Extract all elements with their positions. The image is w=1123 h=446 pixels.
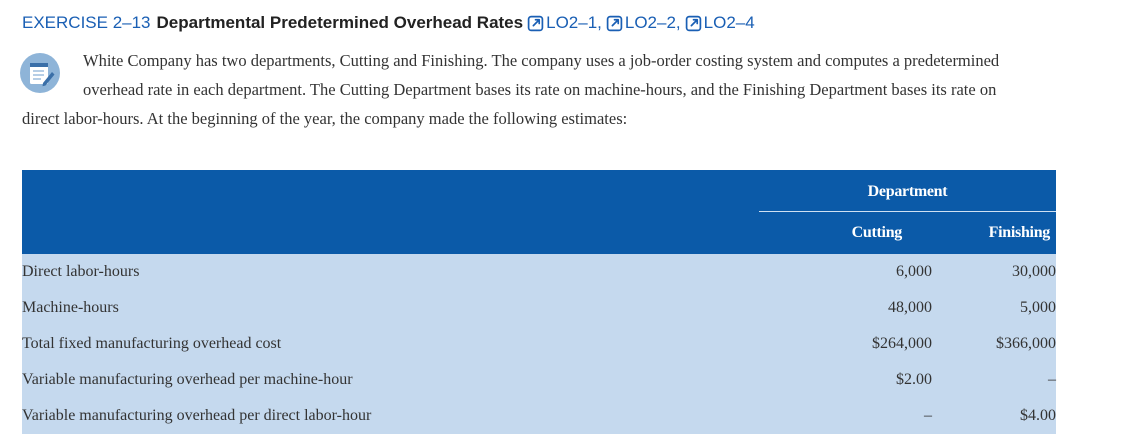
learning-objective-label: LO2–4 [703,13,755,32]
external-link-icon [606,15,623,32]
column-header-finishing: Finishing [932,212,1056,255]
row-label: Variable manufacturing overhead per machine-hour [22,362,759,398]
department-header: Department [759,170,1056,212]
finishing-value: $366,000 [932,326,1056,362]
row-label: Total fixed manufacturing overhead cost [22,326,759,362]
estimates-table [22,170,1056,434]
row-label: Variable manufacturing overhead per direct labor-hour [22,398,759,434]
exercise-number: EXERCISE 2–13 [22,13,151,32]
learning-objective-link-1[interactable] [527,13,602,33]
finishing-value: $4.00 [932,398,1056,434]
cutting-value: 6,000 [759,254,932,290]
row-label: Machine-hours [22,290,759,326]
cutting-value: $2.00 [759,362,932,398]
row-label: Direct labor-hours [22,254,759,290]
external-link-icon [527,15,544,32]
table-row [22,362,1056,398]
cutting-value: 48,000 [759,290,932,326]
table-header-row [22,170,1056,212]
header-blank-cell [22,170,759,254]
learning-objective-label: LO2–2, [624,13,681,32]
finishing-value: 30,000 [932,254,1056,290]
learning-objective-label: LO2–1, [546,13,602,32]
finishing-value: – [932,362,1056,398]
learning-objective-link-2[interactable] [606,13,681,33]
intro-paragraph [22,46,1032,133]
cutting-value: – [759,398,932,434]
exercise-header [22,10,759,36]
table-row [22,398,1056,434]
external-link-icon [685,15,702,32]
table-row [22,290,1056,326]
learning-objective-link-3[interactable] [685,13,755,33]
exercise-title: Departmental Predetermined Overhead Rates [156,13,524,32]
table-row [22,254,1056,290]
cutting-value: $264,000 [759,326,932,362]
finishing-value: 5,000 [932,290,1056,326]
intro-text: White Company has two departments, Cutting and Finishing. The company uses a job-order costing system and computes a predetermined overhead rate in each department. The Cutting Department bases its rate on machine-hours, and the Finishing Department bases its rate on direct labor-hours. At the beginning of the year, the company made the following estimates: [22,51,1000,128]
column-header-cutting: Cutting [759,212,932,255]
table-row [22,326,1056,362]
